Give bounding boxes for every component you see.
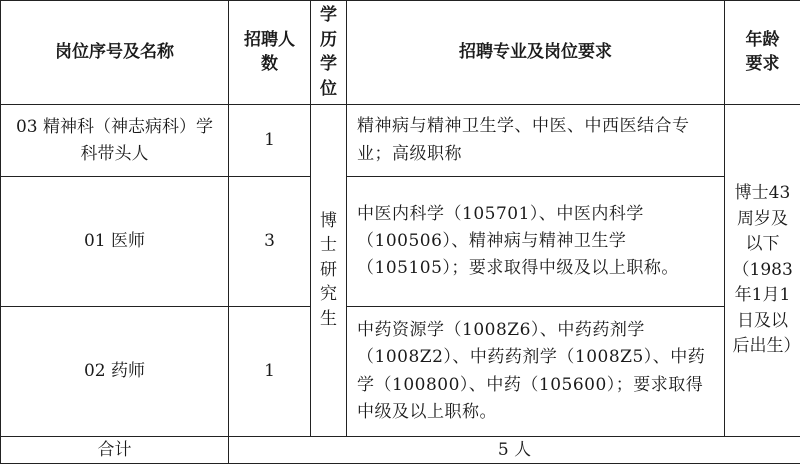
row-position: 01 医师 [1,177,229,307]
row-position: 02 药师 [1,307,229,437]
header-age [725,1,800,105]
row-count: 1 [229,105,311,177]
row-requirements: 中医内科学（105701）、中医内科学（100506）、精神病与精神卫生学（105105）；要求取得中级及以上职称。 [347,177,725,307]
row-requirements: 中药资源学（1008Z6）、中药药剂学（1008Z2）、中药药剂学（1008Z5）、中药学（100800）、中药（105600）；要求取得中级及以上职称。 [347,307,725,437]
footer-total: 5 人 [229,437,800,464]
header-requirements: 招聘专业及岗位要求 [347,1,725,105]
header-row [1,1,800,105]
table-row [1,177,800,307]
header-degree [311,1,347,105]
row-requirements: 精神病与精神卫生学、中医、中西医结合专业；高级职称 [347,105,725,177]
degree-text: 博士研究生 [320,209,338,332]
footer-row [1,437,800,464]
age-cell [725,105,800,437]
degree-cell [311,105,347,437]
age-text: 博士43周岁及以下（1983年1月1日及以后出生） [733,181,793,360]
table-row [1,307,800,437]
header-age-text: 年龄要求 [743,28,783,77]
row-count: 1 [229,307,311,437]
table-row [1,105,800,177]
header-degree-text: 学历学位 [320,3,338,102]
row-position-text: 03 精神科（神志病科）学科带头人 [10,114,220,167]
header-count [229,1,311,105]
footer-label: 合计 [1,437,229,464]
header-position: 岗位序号及名称 [1,1,229,105]
row-count: 3 [229,177,311,307]
header-count-text: 招聘人数 [243,28,297,77]
row-position [1,105,229,177]
